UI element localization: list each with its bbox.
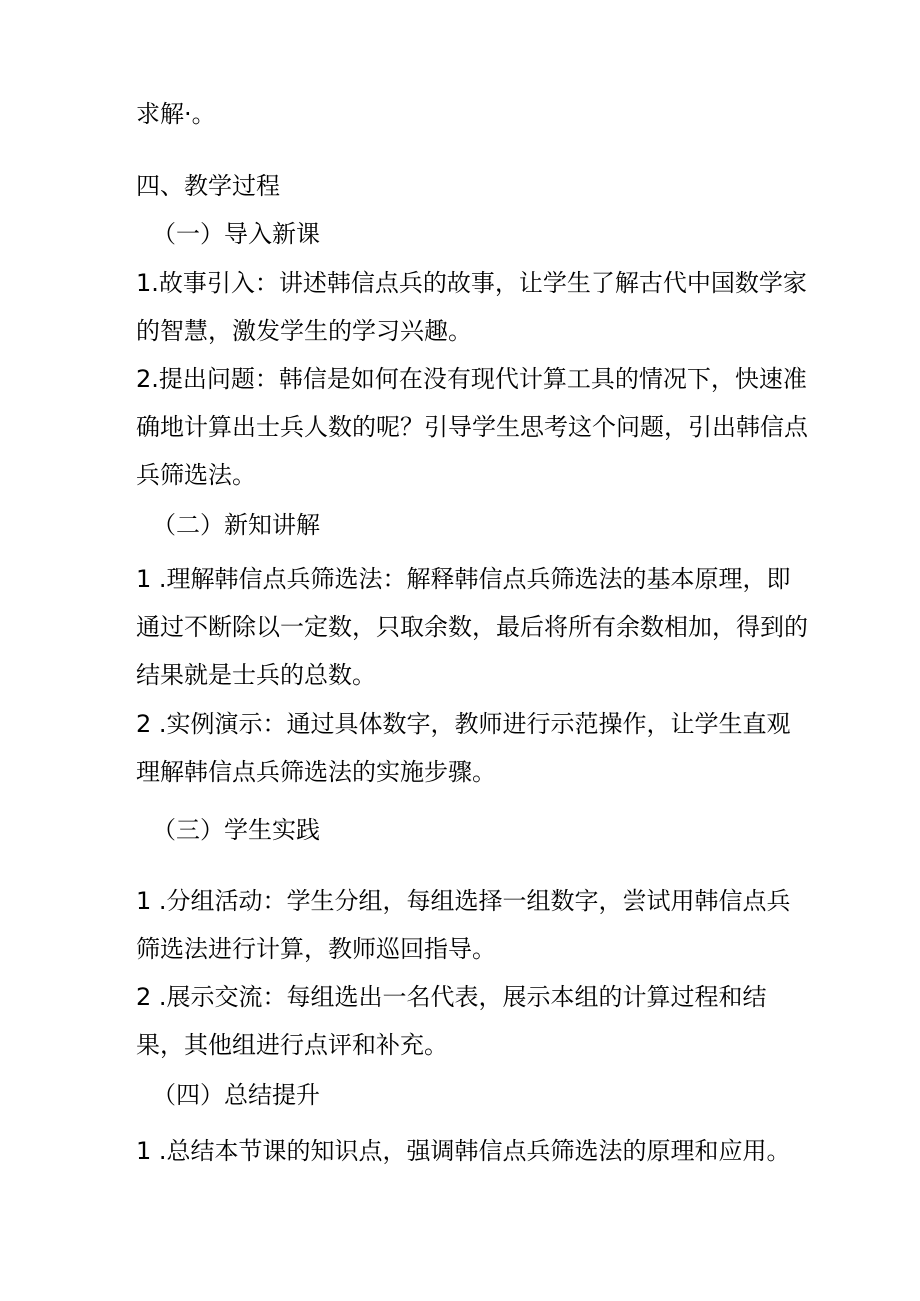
text-line: 2.提出问题：韩信是如何在没有现代计算工具的情况下，快速准 <box>136 365 807 393</box>
text-line: 1 .分组活动：学生分组，每组选择一组数字，尝试用韩信点兵 <box>136 887 791 915</box>
text-line-continuation: 求解·。 <box>136 100 216 128</box>
text-line: 2 .实例演示：通过具体数字，教师进行示范操作，让学生直观 <box>136 710 791 738</box>
text-line: 1 .理解韩信点兵筛选法：解释韩信点兵筛选法的基本原理，即 <box>136 565 791 593</box>
subsection-heading-student-practice: （三）学生实践 <box>152 816 320 844</box>
text-line: 理解韩信点兵筛选法的实施步骤。 <box>136 758 496 786</box>
text-line: 兵筛选法。 <box>136 461 256 489</box>
text-line: 2 .展示交流：每组选出一名代表，展示本组的计算过程和结 <box>136 983 767 1011</box>
text-line: 的智慧，激发学生的学习兴趣。 <box>136 317 472 345</box>
section-heading-teaching-process: 四、教学过程 <box>136 172 280 200</box>
subsection-heading-summary: （四）总结提升 <box>152 1081 320 1109</box>
text-line: 果，其他组进行点评和补充。 <box>136 1031 448 1059</box>
text-line: 确地计算出士兵人数的呢？引导学生思考这个问题，引出韩信点 <box>136 413 808 441</box>
text-line: 1 .总结本节课的知识点，强调韩信点兵筛选法的原理和应用。 <box>136 1137 791 1165</box>
text-line: 筛选法进行计算，教师巡回指导。 <box>136 935 496 963</box>
text-line: 结果就是士兵的总数。 <box>136 661 376 689</box>
subsection-heading-intro: （一）导入新课 <box>152 220 320 248</box>
text-line: 1.故事引入：讲述韩信点兵的故事，让学生了解古代中国数学家 <box>136 269 807 297</box>
text-line: 通过不断除以一定数，只取余数，最后将所有余数相加，得到的 <box>136 613 808 641</box>
subsection-heading-new-knowledge: （二）新知讲解 <box>152 511 320 539</box>
